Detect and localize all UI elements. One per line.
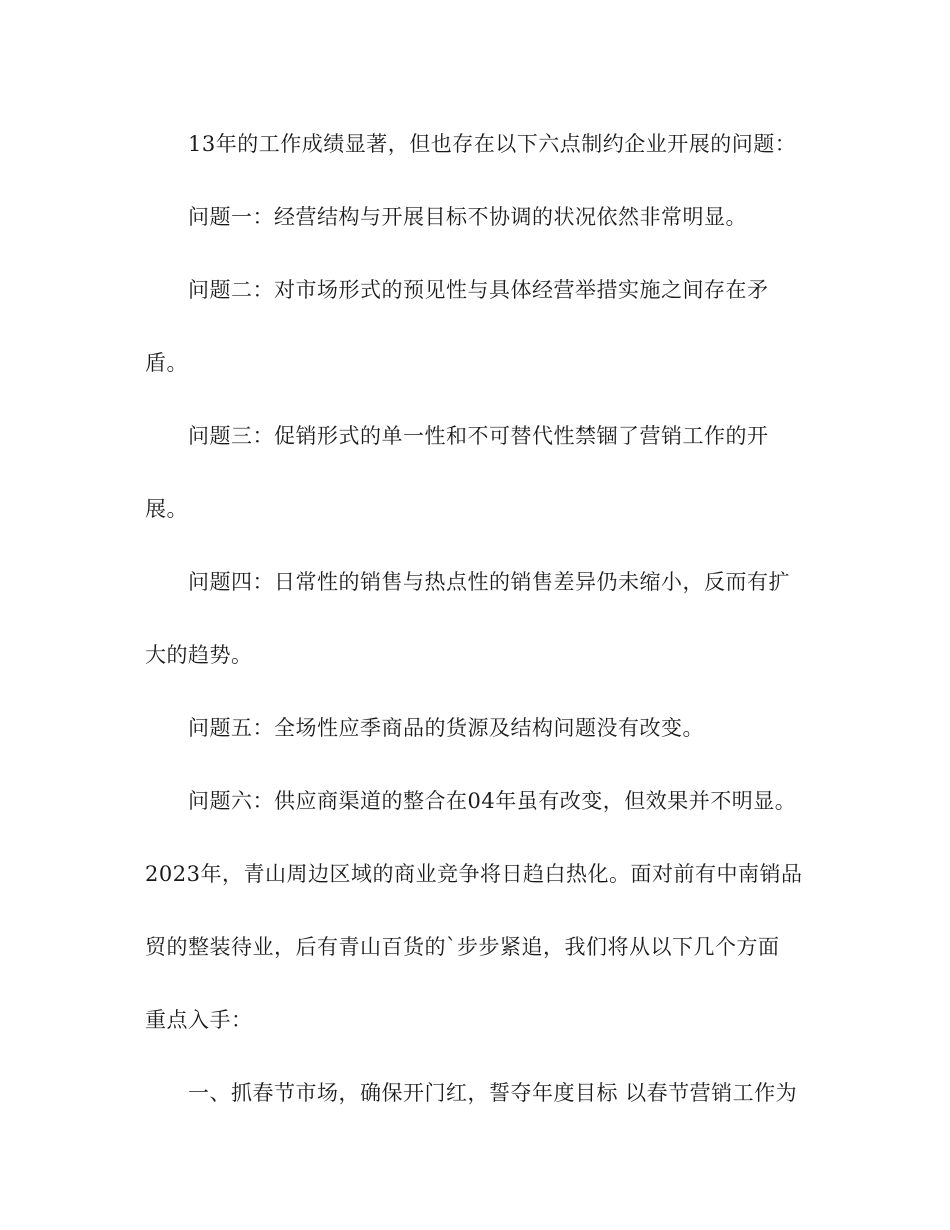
paragraph-outlook: 2023年，青山周边区域的商业竞争将日趋白热化。面对前有中南销品 — [145, 862, 803, 886]
paragraph-outlook-cont-1: 贸的整装待业，后有青山百货的`步步紧追，我们将从以下几个方面 — [145, 935, 780, 959]
paragraph-issue-3: 问题三：促销形式的单一性和不可替代性禁锢了营销工作的开 — [188, 424, 769, 448]
paragraph-issue-5: 问题五：全场性应季商品的货源及结构问题没有改变。 — [188, 716, 704, 740]
paragraph-intro: 13年的工作成绩显著，但也存在以下六点制约企业开展的问题： — [188, 132, 797, 156]
paragraph-outlook-cont-2: 重点入手： — [145, 1008, 253, 1032]
paragraph-issue-4-cont: 大的趋势。 — [145, 643, 253, 667]
paragraph-issue-3-cont: 展。 — [145, 497, 188, 521]
paragraph-issue-2: 问题二：对市场形式的预见性与具体经营举措实施之间存在矛 — [188, 278, 769, 302]
paragraph-issue-1: 问题一：经营结构与开展目标不协调的状况依然非常明显。 — [188, 205, 747, 229]
paragraph-issue-4: 问题四：日常性的销售与热点性的销售差异仍未缩小，反而有扩 — [188, 570, 790, 594]
paragraph-issue-6: 问题六：供应商渠道的整合在04年虽有改变，但效果并不明显。 — [188, 789, 797, 813]
paragraph-section-1: 一、抓春节市场，确保开门红，誓夺年度目标 以春节营销工作为 — [188, 1081, 798, 1105]
paragraph-issue-2-cont: 盾。 — [145, 351, 188, 375]
